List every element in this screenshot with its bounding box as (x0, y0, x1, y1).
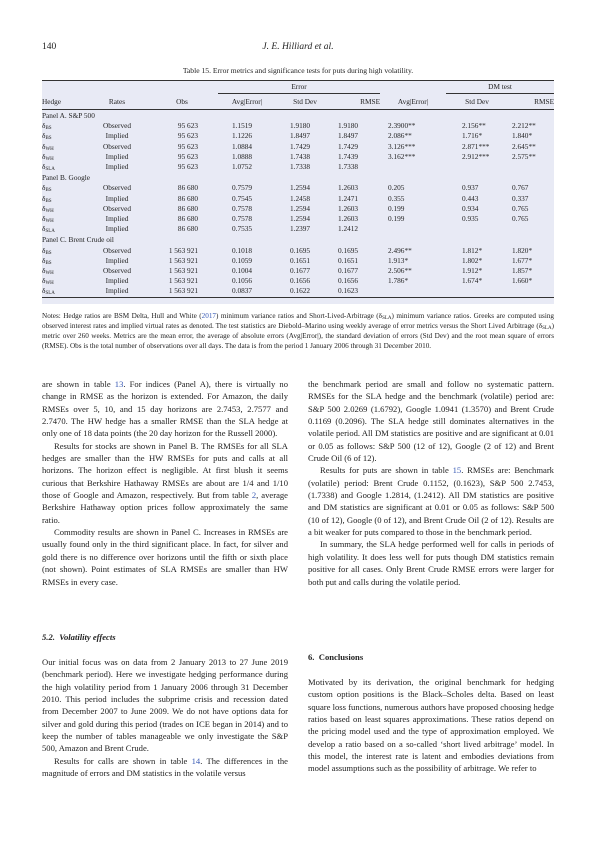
value-cell: 0.0837 (218, 286, 276, 297)
column-header: Obs (146, 94, 218, 110)
value-cell: 1.1226 (232, 131, 253, 141)
delta-sla-symbol: $\delta_{SLA}$ (538, 322, 552, 331)
value-cell: 1.2397 (290, 224, 311, 234)
panel-title: Panel C. Brent Crude oil (42, 235, 114, 245)
value-cell: 1.2603 (338, 214, 359, 224)
obs-cell: 86 680 (177, 183, 198, 193)
table-row (42, 246, 554, 256)
value-cell (446, 224, 508, 234)
rates-cell: Implied (105, 151, 129, 161)
left-column-top (42, 378, 288, 588)
results-table (42, 80, 554, 298)
value-cell: 0.1677 (338, 266, 359, 276)
value-cell: 0.1656 (338, 276, 359, 286)
rates-cell: Observed (103, 203, 131, 213)
table-notes (42, 311, 554, 351)
group-header-dm-test: DM test (446, 81, 554, 94)
value-cell: 1.8497 (290, 131, 311, 141)
citation-link[interactable]: 2017 (201, 312, 217, 320)
value-cell: 0.1695 (338, 245, 359, 255)
value-cell: 0.355 (388, 193, 405, 203)
rates-cell: Implied (105, 276, 129, 286)
left-column-bottom (42, 656, 288, 779)
obs-cell: 1 563 921 (168, 245, 198, 255)
column-header: RMSE (334, 94, 380, 110)
value-cell: 1.857* (512, 266, 533, 276)
hedge-cell: $\delta_{BS}$ (42, 121, 52, 132)
value-cell: 0.1622 (276, 286, 334, 297)
results-table-container (42, 80, 554, 304)
obs-cell: 95 623 (177, 131, 198, 141)
obs-cell: 1 563 921 (168, 255, 198, 265)
value-cell: 0.205 (388, 183, 405, 193)
value-cell: 0.1623 (334, 286, 380, 297)
value-cell: 1.820* (512, 245, 533, 255)
obs-cell: 1 563 921 (146, 286, 218, 297)
value-cell: 0.7578 (232, 203, 253, 213)
notes-text: ) minimum variance ratios. Greeks are computed using observed interest rates and implied virtual rates as denoted. The test statistics are Diebold–Marino using weekly average of error metrics versus the Short Lived Arbitrage ( (42, 312, 555, 330)
paragraph: Our initial focus was on data from 2 January 2013 to 27 June 2019 (benchmark period). Here we investigate hedging performance during the high volatility period from 1 January 2006 through 31 December 2010. This period includes the subprime crisis and recession dated from December 2007 to June 2009. We do not have options data for silver and gold during this period (trades on ICE began in 2014) and to keep the number of tables manageable we only investigate the S&P 500, Amazon and Brent Crude. (42, 657, 288, 754)
table-link[interactable]: 14 (191, 755, 201, 766)
value-cell: 0.765 (512, 203, 529, 213)
notes-text: Notes: Hedge ratios are BSM Delta, Hull and White ( (42, 312, 202, 320)
value-cell: 1.2458 (290, 193, 311, 203)
value-cell: 0.7535 (232, 224, 253, 234)
value-cell: 1.912* (462, 266, 483, 276)
hedge-cell: $\delta_{SLA}$ (42, 162, 55, 173)
value-cell: 1.9180 (290, 121, 311, 131)
hedge-cell: $\delta_{SLA}$ (42, 224, 55, 235)
hedge-cell: $\delta_{BS}$ (42, 183, 52, 194)
value-cell: 0.443 (462, 193, 479, 203)
value-cell: 1.2603 (338, 183, 359, 193)
value-cell (380, 286, 446, 297)
value-cell: 2.912*** (462, 151, 490, 161)
value-cell: 1.716* (462, 131, 483, 141)
table-link[interactable]: 15 (452, 465, 462, 476)
table-row (42, 121, 554, 131)
paragraph: Motivated by its derivation, the original benchmark for hedging custom option positions is the Black–Scholes delta. Based on least square loss functions, numerous authors have proposed choosing hedge ratios based on least squares approximations. These ratios depend on the pricing model used and the type of approximation employed. We develop a ratio based on a so-called ‘short lived arbitrage’ model. In this model, the interest rate is latent and embodies deviations from model assumptions such as the possibility of arbitrage. We refer to (308, 677, 554, 774)
table-row (42, 204, 554, 214)
paragraph: are shown in table 13. For indices (Panel A), there is virtually no change in RMSE as the horizon is extended. For Amazon, the daily RMSEs over 5, 10, and 15 day horizons are 2.7453, 2.7577 and 2.7470. The HW hedge has a smaller RMSE than the SLA hedge at only one of 18 data points (the 20 day horizon for the Russell 2000). (42, 379, 288, 439)
value-cell: 0.934 (462, 203, 479, 213)
table-caption: Table 15. Error metrics and significance tests for puts during high volatility. (182, 66, 414, 75)
value-cell: 0.1056 (232, 276, 253, 286)
paragraph: Results for puts are shown in table 15. RMSEs are: Benchmark (volatile) period: Brent Crude 0.1152, (0.1623), S&P 500 2.7453, (1.7338) and Google 1.2814, (1.2412). All DM statistics are positive and DM statistics are significant at 0.01 or 0.05 as follows: S&P 500 (10 of 12), Google (0 of 12), and Brent Crude Oil (2 of 12). Results are a bit weaker for puts compared to those in the benchmark period. (308, 465, 554, 538)
value-cell: 0.1651 (338, 255, 359, 265)
rates-cell: Implied (105, 224, 129, 234)
value-cell: 0.935 (462, 214, 479, 224)
table-row (42, 266, 554, 276)
value-cell: 2.212** (512, 121, 536, 131)
delta-sla-symbol: $\delta_{SLA}$ (378, 312, 392, 321)
value-cell: 1.840* (512, 131, 533, 141)
obs-cell: 86 680 (177, 214, 198, 224)
table-row (42, 131, 554, 141)
obs-cell: 86 680 (177, 193, 198, 203)
section-heading-6: 6. Conclusions (308, 652, 364, 662)
table-row (42, 162, 554, 172)
hedge-cell: $\delta_{WH}$ (42, 266, 54, 277)
obs-cell: 86 680 (177, 224, 198, 234)
value-cell: 1.2603 (338, 203, 359, 213)
column-header: RMSE (508, 94, 554, 110)
table-row (42, 214, 554, 224)
value-cell: 1.2471 (338, 193, 359, 203)
obs-cell: 95 623 (177, 121, 198, 131)
column-header: Avg|Error| (380, 94, 446, 110)
value-cell: 2.156** (462, 121, 486, 131)
value-cell (380, 162, 446, 172)
obs-cell: 1 563 921 (168, 276, 198, 286)
obs-cell: 95 623 (177, 162, 198, 172)
obs-cell: 95 623 (177, 141, 198, 151)
table-row (42, 194, 554, 204)
value-cell: 1.677* (512, 255, 533, 265)
value-cell: 0.1004 (232, 266, 253, 276)
value-cell: 2.506** (388, 266, 412, 276)
paragraph: Results for stocks are shown in Panel B. The RMSEs for all SLA hedges are smaller than the HW RMSEs for puts and calls at all horizons. The horizon effect is negligible. At first blush it seems curious that Berkshire Hathaway RMSEs are about are 1/4 and 1/10 those of Google and Amazon, respectively. But from table 2, average Berkshire Hathaway option prices follow approximately the same ratio. (42, 440, 288, 525)
value-cell: 0.199 (388, 214, 405, 224)
value-cell (508, 224, 554, 234)
value-cell (508, 162, 554, 172)
value-cell: 2.086** (388, 131, 412, 141)
value-cell: 2.575** (512, 151, 536, 161)
table-link[interactable]: 2 (251, 490, 257, 501)
table-row (42, 224, 554, 234)
value-cell: 2.645** (512, 141, 536, 151)
hedge-cell: $\delta_{WH}$ (42, 151, 54, 162)
value-cell: 1.2412 (338, 224, 359, 234)
section-heading-5-2: 5.2. Volatility effects (42, 632, 116, 642)
value-cell: 1.2594 (290, 203, 311, 213)
table-link[interactable]: 13 (114, 379, 124, 389)
table-row (42, 276, 554, 286)
value-cell: 1.812* (462, 245, 483, 255)
hedge-cell: $\delta_{BS}$ (42, 131, 52, 142)
value-cell: 0.1695 (290, 245, 311, 255)
obs-cell: 86 680 (177, 203, 198, 213)
column-header: Std Dev (446, 94, 508, 110)
rates-cell: Observed (103, 121, 131, 131)
notes-text: ) metric over 260 weeks. Metrics are the mean error, the average of absolute errors (Avg|Error|), the standard deviation of errors (Std Dev) and the root mean square of errors (RMSE). Obs is the total number of observations over all days. The data is from the period 1 January 2006 through 31 December 2010. (42, 322, 554, 350)
running-head: J. E. Hilliard et al. (262, 42, 334, 52)
hedge-cell: $\delta_{WH}$ (42, 203, 54, 214)
value-cell: 0.1677 (290, 266, 311, 276)
value-cell (446, 286, 508, 297)
hedge-cell: $\delta_{BS}$ (42, 245, 52, 256)
rates-cell: Implied (88, 286, 146, 297)
value-cell: 1.674* (462, 276, 483, 286)
page-header (42, 42, 554, 56)
right-column-bottom (308, 676, 554, 775)
value-cell: 1.7429 (338, 141, 359, 151)
table-row (42, 152, 554, 162)
value-cell: 0.767 (512, 183, 529, 193)
value-cell: 0.1651 (290, 255, 311, 265)
value-cell: 1.7338 (338, 162, 359, 172)
value-cell: 2.496** (388, 245, 412, 255)
paragraph: Results for calls are shown in table 14. The differences in the magnitude of errors and DM statistics in the volatile versus (42, 755, 288, 779)
rates-cell: Observed (103, 183, 131, 193)
column-header: Rates (88, 94, 146, 110)
table-row (42, 256, 554, 266)
value-cell: 0.7578 (232, 214, 253, 224)
value-cell (508, 286, 554, 297)
value-cell: 0.765 (512, 214, 529, 224)
value-cell: 1.2594 (290, 183, 311, 193)
value-cell: 0.937 (462, 183, 479, 193)
value-cell: 1.7338 (290, 162, 311, 172)
value-cell: 1.2594 (290, 214, 311, 224)
panel-title: Panel B. Google (42, 173, 91, 183)
value-cell: 1.7438 (290, 151, 311, 161)
column-header: Hedge (42, 94, 88, 110)
value-cell: 3.162*** (388, 151, 416, 161)
value-cell: 1.9180 (338, 121, 359, 131)
value-cell: 0.7579 (232, 183, 253, 193)
rates-cell: Implied (105, 214, 129, 224)
value-cell: 2.3900** (388, 121, 416, 131)
hedge-cell: $\delta_{WH}$ (42, 141, 54, 152)
table-row (42, 183, 554, 193)
table-row (42, 142, 554, 152)
obs-cell: 1 563 921 (168, 266, 198, 276)
value-cell: 1.802* (462, 255, 483, 265)
right-column-top (308, 378, 554, 588)
rates-cell: Implied (105, 162, 129, 172)
value-cell: 0.1059 (232, 255, 253, 265)
rates-cell: Observed (103, 266, 131, 276)
value-cell: 1.0752 (232, 162, 253, 172)
notes-text: ) minimum variance ratios and Short-Lived-Arbitrage ( (216, 312, 379, 320)
value-cell: 2.871*** (462, 141, 490, 151)
panel-title: Panel A. S&P 500 (42, 111, 95, 120)
hedge-cell: $\delta_{WH}$ (42, 276, 54, 287)
value-cell: 1.7429 (290, 141, 311, 151)
obs-cell: 95 623 (177, 151, 198, 161)
rates-cell: Implied (105, 255, 129, 265)
hedge-cell: $\delta_{BS}$ (42, 255, 52, 266)
hedge-cell: $\delta_{BS}$ (42, 193, 52, 204)
paragraph: Commodity results are shown in Panel C. Increases in RMSEs are usually found only in the third significant place. In fact, for silver and gold there is no difference over horizons until the fifth or sixth place (not shown). Point estimates of SLA RMSEs are smaller than HW RMSEs in every case. (42, 527, 288, 587)
value-cell: 1.913* (388, 255, 409, 265)
value-cell (380, 224, 446, 234)
rates-cell: Observed (103, 245, 131, 255)
hedge-cell: $\delta_{WH}$ (42, 214, 54, 225)
rates-cell: Implied (105, 131, 129, 141)
value-cell: 1.660* (512, 276, 533, 286)
hedge-cell: $\delta_{SLA}$ (42, 286, 88, 297)
value-cell (446, 162, 508, 172)
value-cell: 0.199 (388, 203, 405, 213)
value-cell: 1.7439 (338, 151, 359, 161)
value-cell: 0.1018 (232, 245, 253, 255)
value-cell: 1.0888 (232, 151, 253, 161)
value-cell: 1.1519 (232, 121, 253, 131)
page-number: 140 (42, 42, 57, 52)
value-cell: 1.8497 (338, 131, 359, 141)
column-header: Std Dev (276, 94, 334, 110)
value-cell: 0.1656 (290, 276, 311, 286)
group-header-error: Error (218, 81, 380, 94)
column-header: Avg|Error| (218, 94, 276, 110)
value-cell: 0.7545 (232, 193, 253, 203)
rates-cell: Observed (103, 141, 131, 151)
value-cell: 1.786* (388, 276, 409, 286)
rates-cell: Implied (105, 193, 129, 203)
paragraph: In summary, the SLA hedge performed well for calls in periods of high volatility. It does less well for puts though DM statistics remain positive for all cases. Only Brent Crude RMSE errors were larger for both put and calls during the volatile period. (308, 539, 554, 587)
table-row (42, 286, 554, 297)
value-cell: 0.337 (512, 193, 529, 203)
paragraph: the benchmark period are small and follow no systematic pattern. RMSEs for the SLA hedge and the benchmark (volatile) period are: S&P 500 2.0269 (1.6792), Google 1.0941 (1.3570) and Brent Crude 0.1169 (0.2096). The SLA hedge still dominates alternatives in the volatile period. All DM statistics are positive and are significant at 0.01 or 0.05 as follows: S&P 500 (12 of 12), Google (2 of 12) and Brent Crude Oil (6 of 12). (308, 379, 554, 464)
value-cell: 1.0884 (232, 141, 253, 151)
value-cell: 3.126*** (388, 141, 416, 151)
